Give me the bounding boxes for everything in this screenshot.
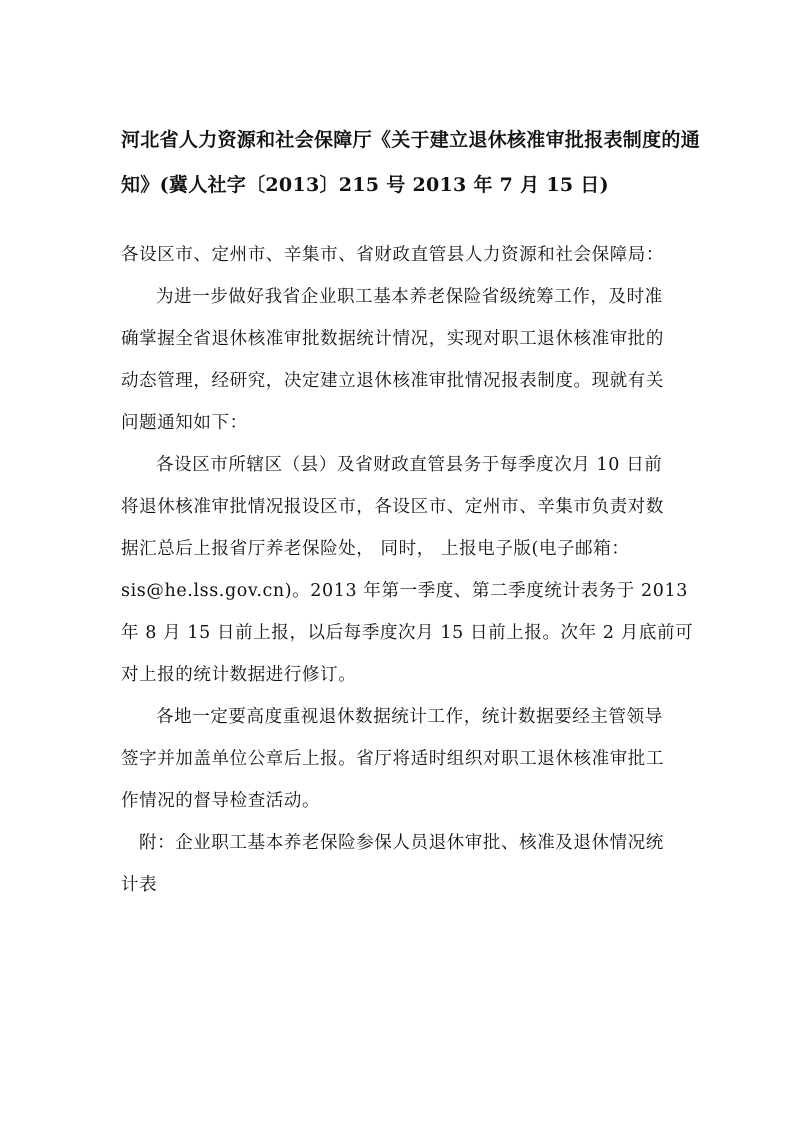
attachment-line-1: 附：企业职工基本养老保险参保人员退休审批、核准及退休情况统	[139, 833, 664, 853]
paragraph-2-line-5: 年 8 月 15 日前上报，以后每季度次月 15 日前上报。次年 2 月底前可	[121, 623, 694, 643]
paragraph-2-line-1: 各设区市所辖区（县）及省财政直管县务于每季度次月 10 日前	[156, 455, 663, 475]
paragraph-1-line-3: 动态管理，经研究，决定建立退休核准审批情况报表制度。现就有关	[121, 371, 664, 391]
salutation: 各设区市、定州市、辛集市、省财政直管县人力资源和社会保障局：	[121, 245, 664, 265]
paragraph-1-line-2: 确掌握全省退休核准审批数据统计情况，实现对职工退休核准审批的	[121, 329, 664, 349]
paragraph-3-line-1: 各地一定要高度重视退休数据统计工作，统计数据要经主管领导	[156, 707, 663, 727]
paragraph-2-line-3: 据汇总后上报省厅养老保险处， 同时， 上报电子版(电子邮箱：	[121, 539, 630, 559]
attachment-line-2: 计表	[121, 875, 158, 895]
paragraph-2-line-6: 对上报的统计数据进行修订。	[121, 665, 357, 685]
paragraph-1-line-4: 问题通知如下：	[121, 413, 248, 433]
paragraph-1-line-1: 为进一步做好我省企业职工基本养老保险省级统筹工作，及时准	[156, 287, 663, 307]
paragraph-3-line-2: 签字并加盖单位公章后上报。省厅将适时组织对职工退休核准审批工	[121, 749, 664, 769]
paragraph-2-line-2: 将退休核准审批情况报设区市，各设区市、定州市、辛集市负责对数	[121, 497, 664, 517]
paragraph-3-line-3: 作情况的督导检查活动。	[121, 791, 321, 811]
paragraph-2-line-4: sis@he.lss.gov.cn)。2013 年第一季度、第二季度统计表务于 2013	[121, 581, 688, 601]
document-title-line-1: 河北省人力资源和社会保障厅《关于建立退休核准审批报表制度的通	[121, 129, 701, 151]
document-title-line-2: 知》(冀人社字〔2013〕215 号 2013 年 7 月 15 日)	[121, 174, 609, 196]
